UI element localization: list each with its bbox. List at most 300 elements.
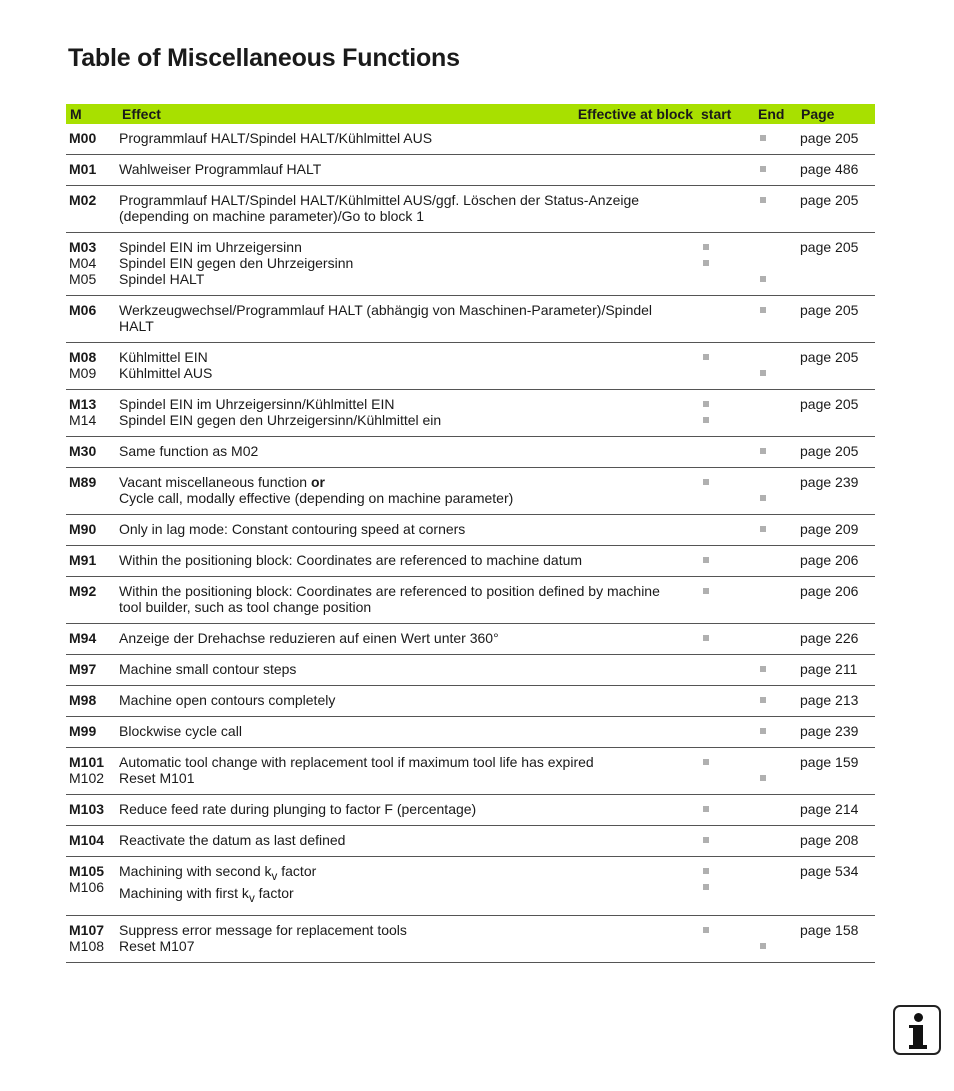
start-marker-cell	[697, 343, 754, 390]
start-marker-cell	[697, 655, 754, 686]
marker-slot	[757, 490, 793, 506]
square-marker-icon	[703, 868, 709, 874]
header-page: Page	[801, 106, 835, 122]
table-row	[66, 515, 875, 546]
marker-slot	[757, 770, 793, 786]
end-marker-cell	[754, 155, 797, 186]
page-ref: page 158	[800, 921, 859, 938]
marker-slot	[700, 801, 750, 817]
effect-text: Spindel EIN gegen den Uhrzeigersinn	[119, 255, 354, 271]
effect-text: Reset M101	[119, 770, 195, 786]
effect-text: Within the positioning block: Coordinates are referenced to machine datum	[119, 552, 583, 568]
marker-slot	[757, 630, 793, 646]
effect-line	[119, 396, 693, 412]
square-marker-icon	[703, 759, 709, 765]
m-code-cell	[66, 155, 116, 186]
marker-slot	[757, 754, 793, 770]
marker-slot	[700, 922, 750, 938]
effect-line	[119, 630, 693, 646]
m-code-cell	[66, 343, 116, 390]
start-marker-cell	[697, 124, 754, 155]
effect-line	[119, 271, 693, 287]
marker-slot	[757, 938, 793, 954]
effect-text: Cycle call, modally effective (depending on machine parameter)	[119, 490, 514, 506]
page-ref: page 534	[800, 863, 859, 879]
square-marker-icon	[703, 557, 709, 563]
effect-line	[119, 692, 693, 708]
effect-text: Only in lag mode: Constant contouring speed at corners	[119, 521, 466, 537]
effect-line	[119, 599, 693, 615]
header-end: End	[758, 106, 785, 122]
square-marker-icon	[760, 526, 766, 532]
header-effect-label: Effect	[122, 106, 161, 122]
effect-line	[119, 832, 693, 848]
effect-cell	[116, 233, 697, 296]
start-marker-cell	[697, 717, 754, 748]
end-marker-cell	[754, 655, 797, 686]
marker-slot	[757, 474, 793, 490]
effect-line	[119, 770, 693, 786]
header-effect	[116, 104, 697, 124]
start-marker-cell	[697, 826, 754, 857]
m-code: M98	[69, 692, 97, 708]
marker-slot	[757, 271, 793, 287]
marker-slot	[757, 239, 793, 255]
end-marker-cell	[754, 124, 797, 155]
m-code: M00	[69, 130, 97, 146]
marker-slot	[757, 661, 793, 677]
page-ref-cell	[797, 795, 875, 826]
square-marker-icon	[703, 927, 709, 933]
table-row	[66, 155, 875, 186]
effect-text: Anzeige der Drehachse reduzieren auf einen Wert unter 360°	[119, 630, 499, 646]
page-ref-cell	[797, 390, 875, 437]
end-marker-cell	[754, 296, 797, 343]
m-code: M106	[69, 879, 105, 895]
end-marker-cell	[754, 624, 797, 655]
m-code-cell	[66, 717, 116, 748]
page-ref: page 206	[800, 583, 859, 599]
marker-slot	[700, 130, 750, 146]
page-ref-cell	[797, 233, 875, 296]
marker-slot	[700, 770, 750, 786]
square-marker-icon	[703, 588, 709, 594]
page-ref-cell	[797, 748, 875, 795]
marker-slot	[757, 552, 793, 568]
m-code: M97	[69, 661, 97, 677]
end-marker-cell	[754, 233, 797, 296]
page-ref: page 206	[800, 552, 859, 568]
page-ref: page 205	[800, 302, 859, 318]
marker-slot	[700, 161, 750, 177]
page-ref-cell	[797, 686, 875, 717]
effect-line	[119, 192, 693, 208]
marker-slot	[700, 365, 750, 381]
start-marker-cell	[697, 748, 754, 795]
effect-line	[119, 885, 693, 907]
effect-line	[119, 130, 693, 146]
m-code: M107	[69, 921, 105, 938]
effect-line	[119, 552, 693, 568]
effect-line	[119, 365, 693, 381]
table-row	[66, 748, 875, 795]
end-marker-cell	[754, 577, 797, 624]
effect-text: Kühlmittel AUS	[119, 365, 213, 381]
marker-slot	[700, 271, 750, 287]
effect-cell	[116, 124, 697, 155]
marker-slot	[700, 443, 750, 459]
effect-text: Machining with first k	[119, 884, 249, 901]
table-row	[66, 577, 875, 624]
end-marker-cell	[754, 857, 797, 916]
end-marker-cell	[754, 515, 797, 546]
effect-text: Spindel EIN gegen den Uhrzeigersinn/Kühlmittel ein	[119, 412, 442, 428]
square-marker-icon	[760, 943, 766, 949]
start-marker-cell	[697, 624, 754, 655]
marker-slot	[757, 922, 793, 938]
square-marker-icon	[703, 260, 709, 266]
m-code: M06	[69, 302, 97, 318]
effect-text: Reactivate the datum as last defined	[119, 832, 346, 848]
marker-slot	[700, 349, 750, 365]
header-m: M	[70, 106, 82, 122]
table-row	[66, 826, 875, 857]
effect-line	[119, 318, 693, 334]
end-marker-cell	[754, 826, 797, 857]
page-ref: page 205	[800, 130, 859, 146]
effect-text: factor	[254, 884, 294, 901]
effect-cell	[116, 546, 697, 577]
end-marker-cell	[754, 748, 797, 795]
page-ref-cell	[797, 826, 875, 857]
m-code: M108	[69, 937, 105, 954]
page-ref-cell	[797, 515, 875, 546]
square-marker-icon	[760, 728, 766, 734]
square-marker-icon	[760, 276, 766, 282]
marker-slot	[700, 192, 750, 208]
square-marker-icon	[760, 448, 766, 454]
end-marker-cell	[754, 186, 797, 233]
effect-text: Within the positioning block: Coordinates are referenced to position defined by machine	[119, 583, 660, 599]
m-code: M102	[69, 770, 105, 786]
page-ref: page 205	[800, 349, 859, 365]
effect-text: factor	[277, 863, 317, 879]
m-code: M101	[69, 754, 105, 770]
m-code: M02	[69, 192, 97, 208]
marker-slot	[757, 863, 793, 879]
effect-text: Programmlauf HALT/Spindel HALT/Kühlmittel AUS/ggf. Löschen der Status-Anzeige	[119, 192, 640, 208]
subscript-v: v	[271, 869, 278, 883]
start-marker-cell	[697, 296, 754, 343]
square-marker-icon	[760, 495, 766, 501]
marker-slot	[757, 521, 793, 537]
effect-line	[119, 239, 693, 255]
square-marker-icon	[760, 666, 766, 672]
effect-cell	[116, 826, 697, 857]
marker-slot	[700, 490, 750, 506]
m-code-cell	[66, 826, 116, 857]
m-code-cell	[66, 468, 116, 515]
subscript-v: v	[248, 891, 255, 905]
marker-slot	[757, 412, 793, 428]
marker-slot	[700, 754, 750, 770]
effect-line	[119, 922, 693, 938]
m-code-cell	[66, 655, 116, 686]
table-row	[66, 546, 875, 577]
effect-cell	[116, 186, 697, 233]
square-marker-icon	[760, 135, 766, 141]
start-marker-cell	[697, 437, 754, 468]
m-code: M94	[69, 630, 97, 646]
effect-text: Spindel HALT	[119, 271, 205, 287]
end-marker-cell	[754, 717, 797, 748]
m-code: M14	[69, 412, 97, 428]
page-ref: page 214	[800, 801, 859, 817]
start-marker-cell	[697, 857, 754, 916]
effect-line	[119, 583, 693, 599]
page-ref: page 205	[800, 396, 859, 412]
table-row	[66, 468, 875, 515]
page-ref-cell	[797, 437, 875, 468]
effect-text: Vacant miscellaneous function	[119, 474, 311, 490]
marker-slot	[700, 630, 750, 646]
square-marker-icon	[703, 417, 709, 423]
m-code: M99	[69, 723, 97, 739]
effect-line	[119, 938, 693, 954]
info-icon	[893, 1005, 941, 1055]
effect-cell	[116, 795, 697, 826]
marker-slot	[757, 879, 793, 895]
effect-line	[119, 302, 693, 318]
effect-cell	[116, 655, 697, 686]
square-marker-icon	[760, 197, 766, 203]
effect-line	[119, 208, 693, 224]
m-code: M90	[69, 521, 97, 537]
start-marker-cell	[697, 686, 754, 717]
marker-slot	[757, 192, 793, 208]
start-marker-cell	[697, 233, 754, 296]
marker-slot	[757, 365, 793, 381]
m-code-cell	[66, 546, 116, 577]
table-row	[66, 686, 875, 717]
m-code: M105	[69, 863, 105, 879]
m-code-cell	[66, 437, 116, 468]
m-code: M30	[69, 443, 97, 459]
effect-text: Kühlmittel EIN	[119, 349, 208, 365]
page-ref: page 209	[800, 521, 859, 537]
m-code: M01	[69, 161, 97, 177]
m-code-cell	[66, 686, 116, 717]
effect-text: HALT	[119, 318, 154, 334]
start-marker-cell	[697, 915, 754, 962]
end-marker-cell	[754, 795, 797, 826]
effect-line	[119, 863, 693, 885]
header-effective-at-block: Effective at block	[577, 106, 693, 122]
m-code-cell	[66, 915, 116, 962]
effect-cell	[116, 717, 697, 748]
header-start: start	[701, 106, 732, 122]
m-code: M05	[69, 271, 97, 287]
effect-text: Spindel EIN im Uhrzeigersinn	[119, 239, 302, 255]
m-code-cell	[66, 857, 116, 916]
start-marker-cell	[697, 546, 754, 577]
marker-slot	[757, 832, 793, 848]
table-row	[66, 233, 875, 296]
start-marker-cell	[697, 795, 754, 826]
marker-slot	[700, 255, 750, 271]
effect-line	[119, 412, 693, 428]
start-marker-cell	[697, 155, 754, 186]
m-code-cell	[66, 233, 116, 296]
effect-line	[119, 521, 693, 537]
effect-text: Same function as M02	[119, 443, 259, 459]
page-ref-cell	[797, 468, 875, 515]
marker-slot	[700, 863, 750, 879]
effect-text: Machine small contour steps	[119, 661, 297, 677]
effect-cell	[116, 155, 697, 186]
start-marker-cell	[697, 468, 754, 515]
table-row	[66, 124, 875, 155]
effect-line	[119, 474, 693, 490]
effect-line	[119, 490, 693, 506]
effect-cell	[116, 624, 697, 655]
page-ref: page 208	[800, 832, 859, 848]
effect-cell	[116, 686, 697, 717]
table-body	[66, 124, 875, 962]
effect-cell	[116, 915, 697, 962]
page-ref-cell	[797, 577, 875, 624]
page-ref-cell	[797, 343, 875, 390]
page-ref-cell	[797, 655, 875, 686]
effect-cell	[116, 296, 697, 343]
m-code: M13	[69, 396, 97, 412]
effect-text: Programmlauf HALT/Spindel HALT/Kühlmittel AUS	[119, 130, 433, 146]
page-title: Table of Miscellaneous Functions	[68, 44, 460, 72]
m-code-cell	[66, 748, 116, 795]
square-marker-icon	[703, 884, 709, 890]
effect-text: Automatic tool change with replacement tool if maximum tool life has expired	[119, 754, 594, 770]
effect-line	[119, 443, 693, 459]
m-code-cell	[66, 795, 116, 826]
effect-cell	[116, 390, 697, 437]
marker-slot	[757, 443, 793, 459]
square-marker-icon	[703, 635, 709, 641]
effect-text: Wahlweiser Programmlauf HALT	[119, 161, 322, 177]
marker-slot	[757, 723, 793, 739]
m-code-cell	[66, 515, 116, 546]
effect-line	[119, 723, 693, 739]
m-code: M09	[69, 365, 97, 381]
marker-slot	[700, 692, 750, 708]
end-marker-cell	[754, 343, 797, 390]
marker-slot	[757, 130, 793, 146]
square-marker-icon	[703, 401, 709, 407]
square-marker-icon	[760, 370, 766, 376]
m-code-cell	[66, 577, 116, 624]
marker-slot	[700, 474, 750, 490]
effect-text: (depending on machine parameter)/Go to block 1	[119, 208, 425, 224]
marker-slot	[700, 583, 750, 599]
marker-slot	[700, 832, 750, 848]
m-code-cell	[66, 186, 116, 233]
marker-slot	[757, 255, 793, 271]
start-marker-cell	[697, 515, 754, 546]
effect-text: Machining with second k	[119, 863, 272, 879]
page-ref: page 159	[800, 754, 859, 770]
m-code-cell	[66, 124, 116, 155]
m-code-cell	[66, 624, 116, 655]
m-code-cell	[66, 390, 116, 437]
table-row	[66, 437, 875, 468]
effect-cell	[116, 437, 697, 468]
marker-slot	[700, 521, 750, 537]
effect-line	[119, 661, 693, 677]
misc-functions-table	[66, 104, 875, 963]
effect-text: Suppress error message for replacement tools	[119, 921, 407, 938]
marker-slot	[757, 349, 793, 365]
page-ref: page 205	[800, 192, 859, 208]
effect-cell	[116, 468, 697, 515]
effect-text: Spindel EIN im Uhrzeigersinn/Kühlmittel EIN	[119, 396, 395, 412]
page-ref: page 205	[800, 443, 859, 459]
m-code-cell	[66, 296, 116, 343]
page-ref: page 239	[800, 474, 859, 490]
effect-line	[119, 349, 693, 365]
square-marker-icon	[703, 837, 709, 843]
page-ref: page 226	[800, 630, 859, 646]
square-marker-icon	[760, 775, 766, 781]
effect-line	[119, 255, 693, 271]
effect-text: Blockwise cycle call	[119, 723, 242, 739]
effect-text: Reduce feed rate during plunging to factor F (percentage)	[119, 801, 477, 817]
bold-or: or	[310, 474, 325, 490]
effect-line	[119, 801, 693, 817]
table-row	[66, 186, 875, 233]
square-marker-icon	[703, 354, 709, 360]
m-code: M03	[69, 239, 97, 255]
marker-slot	[700, 879, 750, 895]
marker-slot	[757, 396, 793, 412]
effect-line	[119, 161, 693, 177]
marker-slot	[700, 302, 750, 318]
square-marker-icon	[703, 479, 709, 485]
effect-cell	[116, 343, 697, 390]
m-code: M104	[69, 832, 105, 848]
page-ref: page 239	[800, 723, 859, 739]
start-marker-cell	[697, 577, 754, 624]
effect-text: Werkzeugwechsel/Programmlauf HALT (abhängig von Maschinen-Parameter)/Spindel	[119, 302, 653, 318]
marker-slot	[700, 552, 750, 568]
table-row	[66, 795, 875, 826]
table-row	[66, 717, 875, 748]
marker-slot	[700, 661, 750, 677]
marker-slot	[700, 412, 750, 428]
end-marker-cell	[754, 390, 797, 437]
table-header-row	[66, 104, 875, 124]
marker-slot	[700, 723, 750, 739]
page-ref: page 205	[800, 239, 859, 255]
square-marker-icon	[760, 697, 766, 703]
marker-slot	[757, 161, 793, 177]
square-marker-icon	[703, 244, 709, 250]
page-ref: page 211	[800, 661, 858, 677]
table-row	[66, 343, 875, 390]
end-marker-cell	[754, 468, 797, 515]
square-marker-icon	[760, 307, 766, 313]
table-row	[66, 655, 875, 686]
start-marker-cell	[697, 186, 754, 233]
marker-slot	[700, 396, 750, 412]
